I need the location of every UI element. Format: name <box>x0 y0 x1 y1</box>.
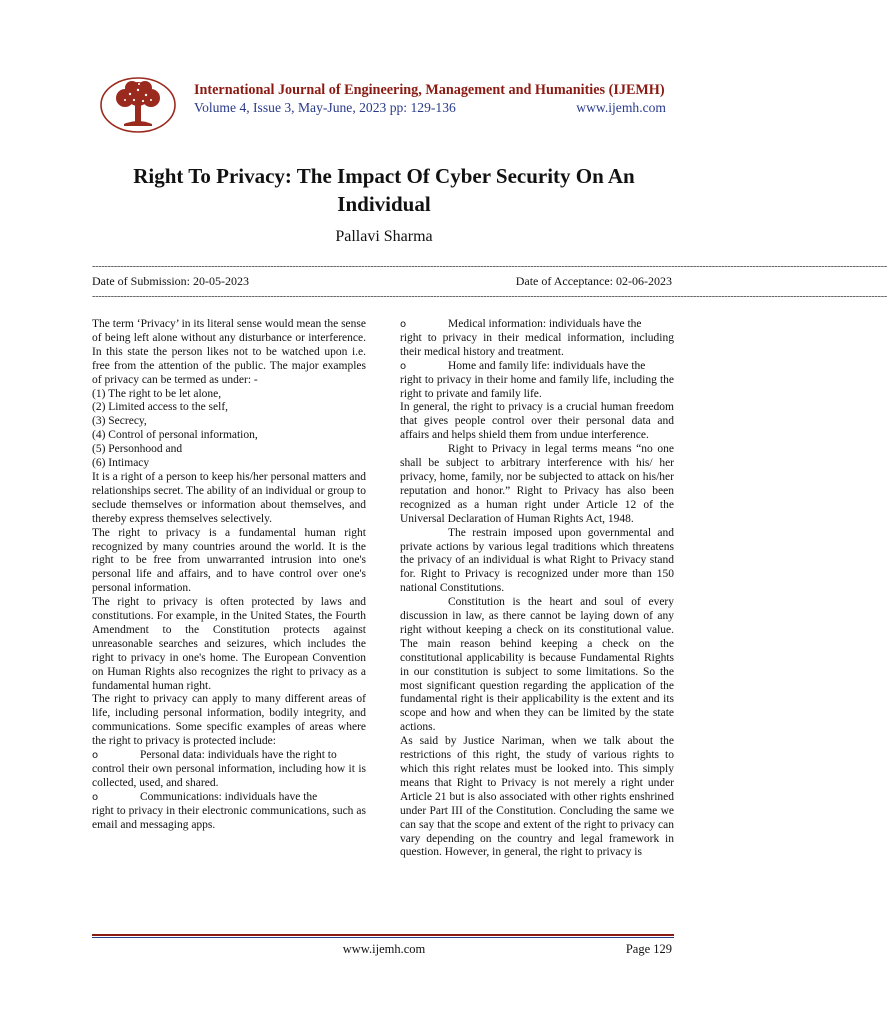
bullet-text: right to privacy in their medical information, including their medical history and treatment. <box>400 331 674 358</box>
bullet-lead: Personal data: individuals have the right to <box>140 749 337 762</box>
list-item: (6) Intimacy <box>92 457 150 470</box>
bullet-circle-icon: o <box>92 791 99 803</box>
date-of-submission: Date of Submission: 20-05-2023 <box>92 274 249 288</box>
divider: -------------------------------------------------------------------------------------------------------------------------------------------------------------------------------------------------------------------------------------------------------------- <box>92 291 887 302</box>
paragraph: Right to Privacy in legal terms means “no one shall be subject to arbitrary interference with his/ her privacy, home, family, nor be subjected to attack on his/her reputation and honor.” Right to Privacy has also been recognized as a human right under Article 12 of the Universal Declaration of Human Rights Act, 1948. <box>400 443 674 525</box>
paragraph: As said by Justice Nariman, when we talk about the restrictions of this right, the study of various rights to which this right relates must be looked into. This simply means that Right to Privacy is not merely a right under Article 21 but is also associated with other rights enshrined under Part III of the Constitution. Concluding the same we can say that the scope and extent of the right to privacy can vary depending on the country and legal framework in question. However, in general, the right to privacy is <box>400 735 674 859</box>
paragraph: In general, the right to privacy is a crucial human freedom that gives people control over their personal data and affairs and helps shield them from undue interference. <box>400 401 674 442</box>
divider: -------------------------------------------------------------------------------------------------------------------------------------------------------------------------------------------------------------------------------------------------------------- <box>92 261 887 272</box>
paragraph: The right to privacy is often protected by laws and constitutions. For example, in the United States, the Fourth Amendment to the Constitution protects against unreasonable searches and seizures, which includes the right to privacy in one's home. The European Convention on Human Rights also recognizes the right to privacy as a fundamental human right. <box>92 596 366 692</box>
list-item: (2) Limited access to the self, <box>92 401 229 414</box>
bullet-item <box>92 749 366 791</box>
page-number: Page 129 <box>625 942 672 956</box>
list-item: (3) Secrecy, <box>92 415 147 428</box>
paragraph: The term ‘Privacy’ in its literal sense would mean the sense of being left alone without any disturbance or interference. In this state the person likes not to be watched upon i.e. free from the attention of the public. The major examples of privacy can be termed as under: - <box>92 318 366 386</box>
bullet-text: right to privacy in their electronic communications, such as email and messaging apps. <box>92 804 366 831</box>
paragraph: The restrain imposed upon governmental and private actions by various legal traditions which threatens the privacy of an individual is what Right to Privacy stand for. Right to Privacy is recognized under more than 150 national Constitutions. <box>400 526 674 595</box>
bullet-text: control their own personal information, including how it is collected, used, and shared. <box>92 763 366 789</box>
date-of-acceptance: Date of Acceptance: 02-06-2023 <box>515 274 672 288</box>
bullet-lead: Communications: individuals have the <box>140 790 318 803</box>
footer-url-link[interactable]: www.ijemh.com <box>342 942 426 956</box>
list-item: (4) Control of personal information, <box>92 429 258 442</box>
journal-issue: Volume 4, Issue 3, May-June, 2023 pp: 129-136 <box>194 100 456 115</box>
bullet-circle-icon: o <box>400 319 407 330</box>
paper-title: Right To Privacy: The Impact Of Cyber Security On An Individual <box>133 164 635 216</box>
paragraph: Constitution is the heart and soul of every discussion in law, as there cannot be laying down of any right without keeping a check on its constitutional value. The main reason behind keeping a check on the constitutional applicability is because Fundamental Rights in our constitution is subject to some limitations. So the most significant question regarding the application of the fundamental right is their applicability is the extent and its scope and how and when they can be limited by the state actions. <box>400 596 674 734</box>
body-column-left <box>92 318 366 833</box>
journal-logo-tree-icon <box>94 74 186 140</box>
paragraph: It is a right of a person to keep his/her personal matters and relationships secret. The ability of an individual or group to seclude themselves or information about themselves, and thereby express themselves selectively. <box>92 470 366 525</box>
list-item: (1) The right to be let alone, <box>92 387 222 400</box>
footer-rule <box>92 937 674 938</box>
bullet-lead: Medical information: individuals have the <box>448 318 642 330</box>
journal-url-link[interactable]: www.ijemh.com <box>576 100 666 115</box>
bullet-circle-icon: o <box>400 360 407 372</box>
body-column-right <box>400 318 674 860</box>
list-item: (5) Personhood and <box>92 443 183 456</box>
footer-rule <box>92 934 674 936</box>
bullet-item <box>400 318 674 360</box>
bullet-lead: Home and family life: individuals have the <box>448 359 646 372</box>
author-name: Pallavi Sharma <box>335 228 433 245</box>
bullet-item <box>400 360 674 402</box>
paragraph: The right to privacy can apply to many different areas of life, including personal information, bodily integrity, and communications. Some specific examples of areas where the right to privacy is protected include: <box>92 693 366 748</box>
bullet-text: right to privacy in their home and family life, including the right to private and family life. <box>400 373 674 400</box>
journal-title: International Journal of Engineering, Management and Humanities (IJEMH) <box>194 82 665 98</box>
paragraph: The right to privacy is a fundamental human right recognized by many countries around the world. It is the right to be free from unwarranted intrusion into one's personal life and affairs, and to have control over one's personal information. <box>92 526 366 595</box>
bullet-circle-icon: o <box>92 750 99 762</box>
bullet-item <box>92 791 366 833</box>
